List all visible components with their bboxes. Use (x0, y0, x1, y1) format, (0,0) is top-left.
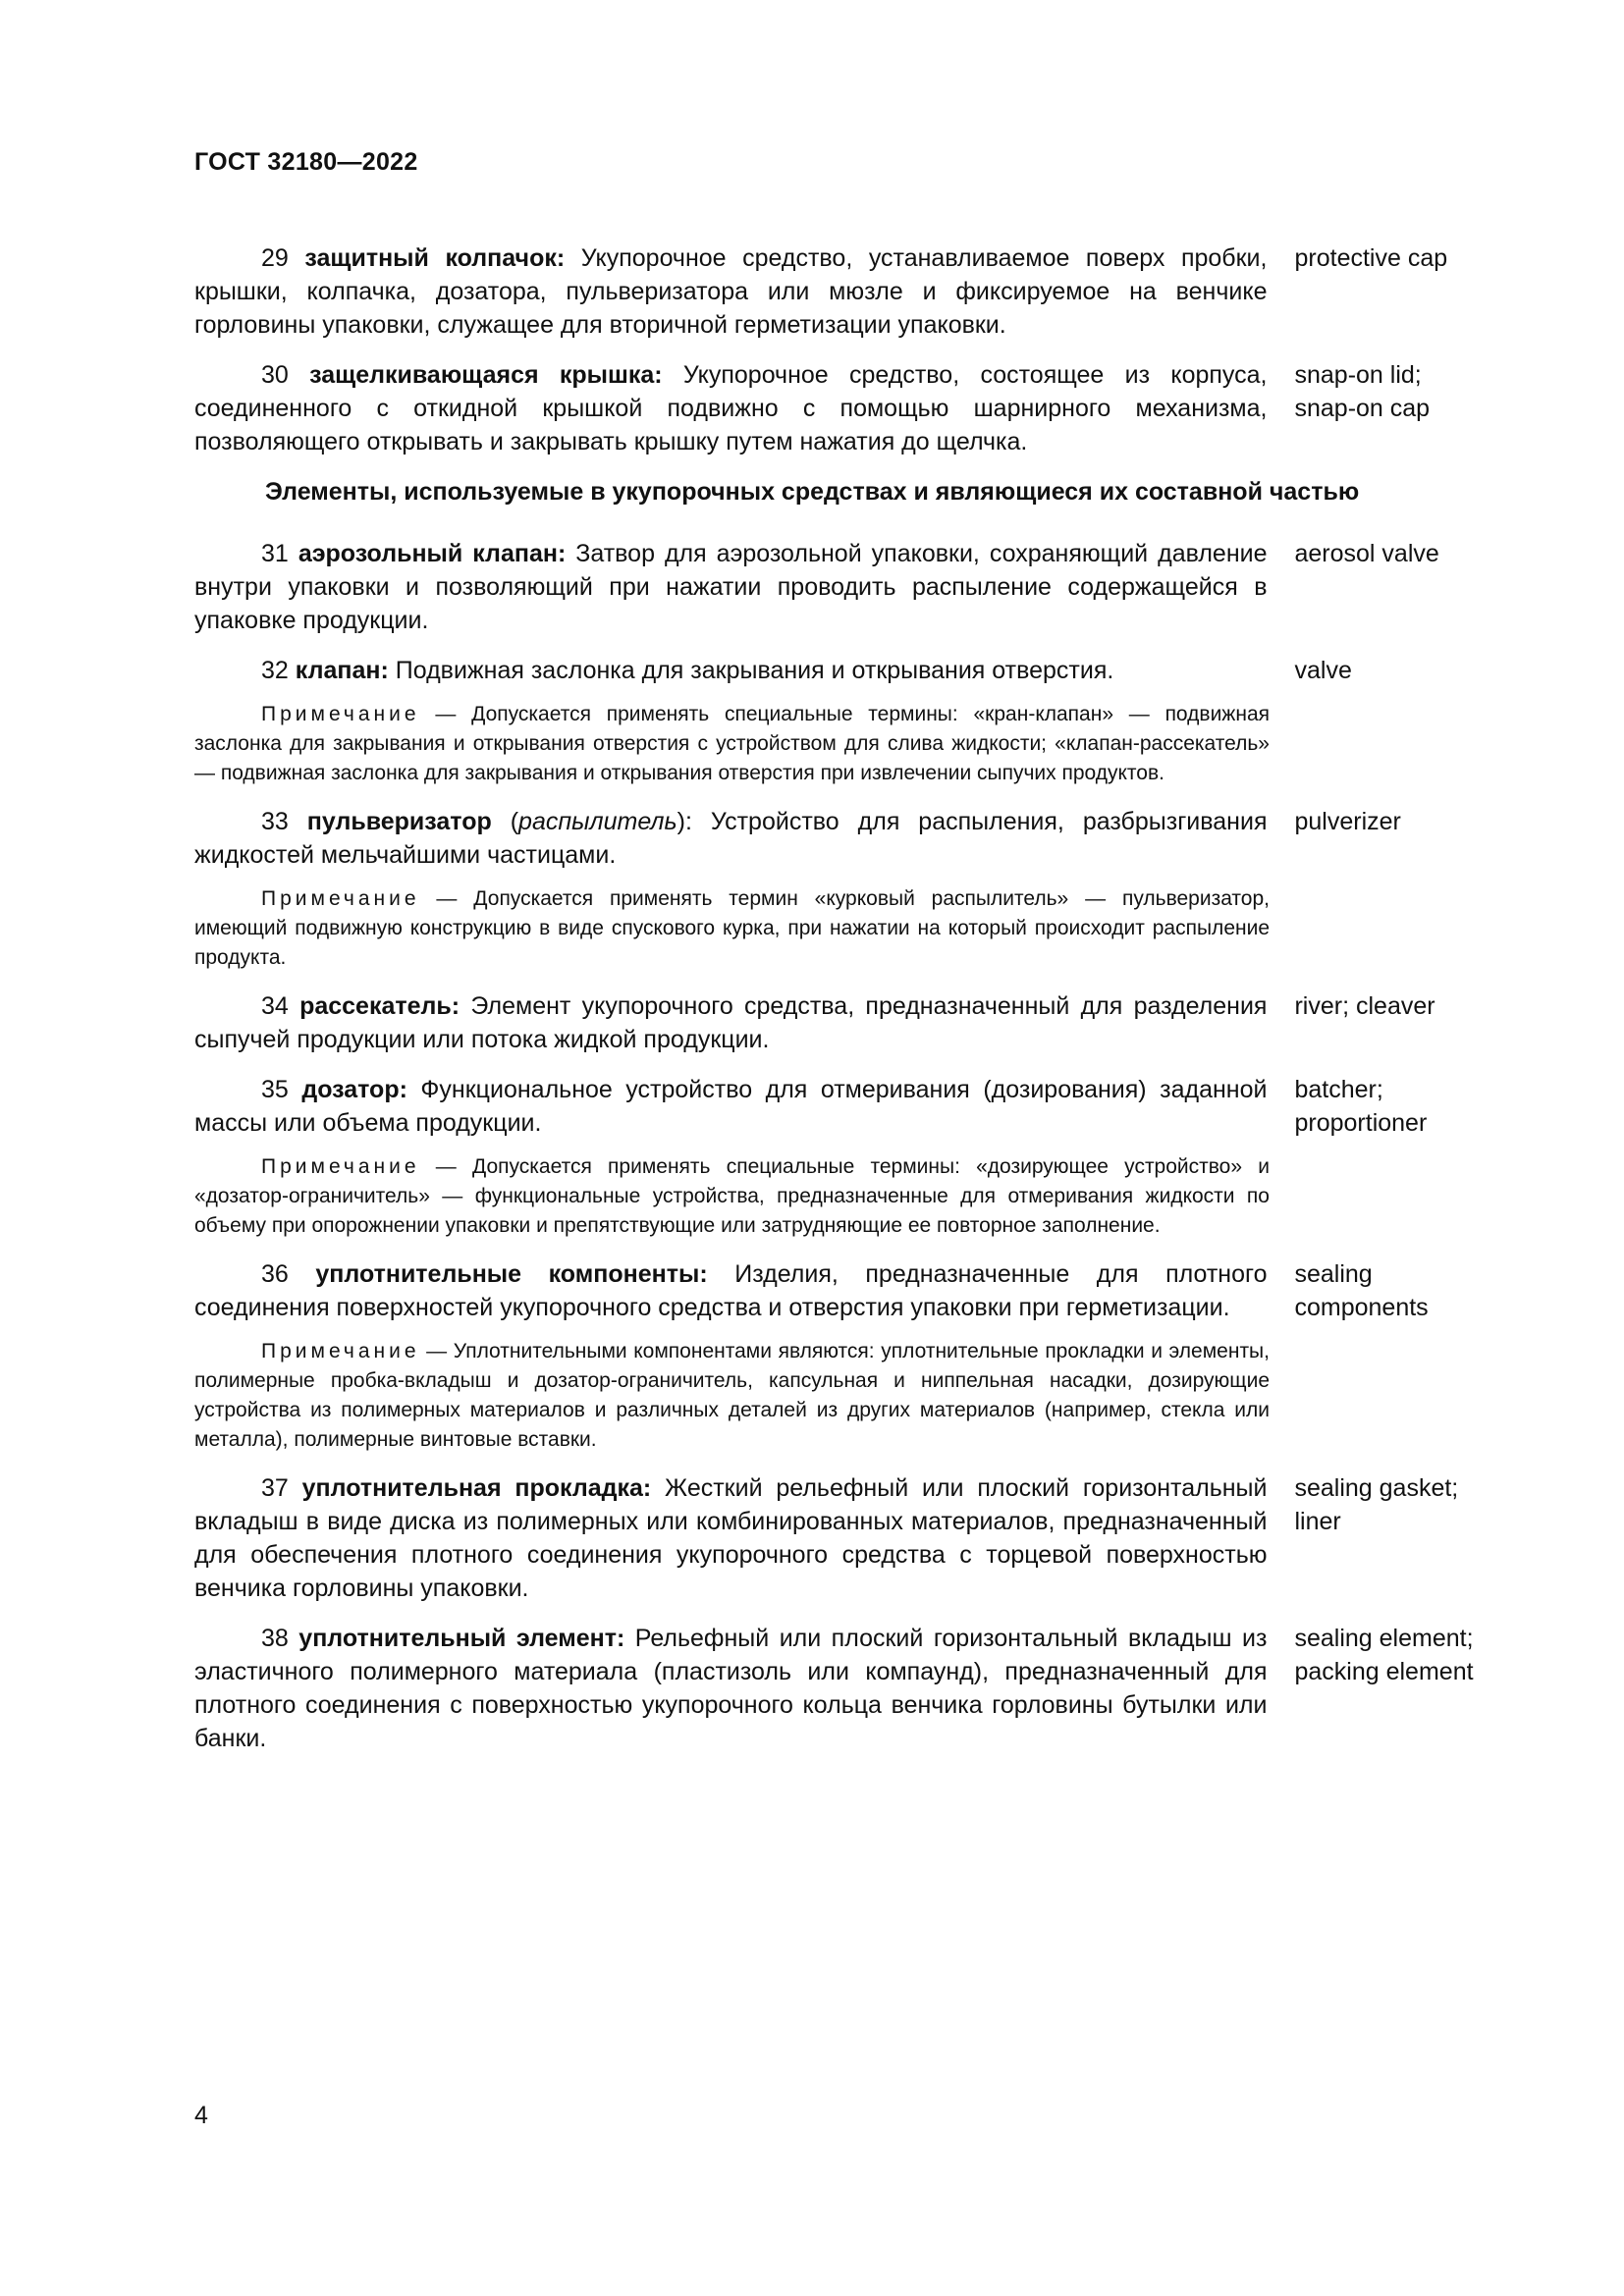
term-text (194, 358, 1267, 458)
term-number: 34 (261, 992, 289, 1020)
term-text (194, 1257, 1267, 1324)
term-name: клапан: (295, 657, 389, 684)
term-entry-32 (194, 654, 1500, 687)
document-header: ГОСТ 32180—2022 (194, 148, 418, 176)
term-name: рассекатель: (299, 992, 460, 1020)
term-entry-36 (194, 1257, 1500, 1324)
english-equivalent: sealing gasket; liner (1294, 1474, 1459, 1535)
term-number: 29 (261, 244, 289, 272)
paren-open: ( (491, 808, 519, 835)
term-entry-33 (194, 805, 1500, 872)
note-text: — Допускается применять специальные термины: «дозирующее устройство» и «дозатор-ограничитель» — функциональные устройства, предназначенные для отмеривания жидкости по объему при опорожнении упаковки и препятствующие или затрудняющие ее повторное заполнение. (194, 1155, 1270, 1237)
term-number: 31 (261, 540, 289, 567)
note-text: — Допускается применять специальные термины: «кран-клапан» — подвижная заслонка для закрывания и открывания отверстия с устройством для слива жидкости; «клапан-рассекатель» — подвижная заслонка для закрывания и открывания отверстия при извлечении сыпучих продуктов. (194, 703, 1270, 784)
term-definition: Подвижная заслонка для закрывания и открывания отверстия. (388, 657, 1114, 684)
english-equivalent: aerosol valve (1294, 540, 1439, 567)
term-synonym: распылитель (518, 808, 677, 835)
term-text (194, 805, 1267, 872)
note-label: Примечание (261, 1340, 420, 1362)
english-equivalent: batcher; proportioner (1294, 1076, 1428, 1137)
term-name: защелкивающаяся крышка: (309, 361, 663, 389)
term-number: 35 (261, 1076, 289, 1103)
section-heading: Элементы, используемые в укупорочных средствах и являющиеся их составной частью (265, 478, 1360, 506)
note-33 (194, 884, 1270, 973)
term-definition: Рельефный или плоский горизонтальный вкладыш из эластичного полимерного материала (пластизоль или компаунд), предназначенный для плотного соединения с поверхностью укупорочного кольца венчика горловины бутылки или банки. (194, 1625, 1268, 1752)
english-equivalent: protective cap (1294, 244, 1448, 272)
term-definition: Элемент укупорочного средства, предназначенный для разделения сыпучей продукции или потока жидкой продукции. (194, 992, 1268, 1053)
term-entry-35 (194, 1073, 1500, 1140)
english-equivalent: sealing components (1294, 1260, 1429, 1321)
term-definition: Функциональное устройство для отмеривания (дозирования) заданной массы или объема продукции. (194, 1076, 1268, 1137)
term-text (194, 241, 1267, 342)
note-32 (194, 700, 1270, 788)
term-definition: Изделия, предназначенные для плотного соединения поверхностей укупорочного средства и отверстия упаковки при герметизации. (194, 1260, 1268, 1321)
term-entry-37 (194, 1471, 1500, 1605)
term-text (194, 1471, 1267, 1605)
term-name: пульверизатор (306, 808, 492, 835)
term-entry-30 (194, 358, 1500, 458)
term-entry-29 (194, 241, 1500, 342)
term-definition: Затвор для аэрозольной упаковки, сохраняющий давление внутри упаковки и позволяющий при нажатии проводить распыление содержащейся в упаковке продукции. (194, 540, 1268, 634)
note-label: Примечание (261, 1155, 420, 1178)
term-name: защитный колпачок: (304, 244, 566, 272)
term-text (194, 1622, 1267, 1755)
term-number: 30 (261, 361, 289, 389)
page-number: 4 (194, 2102, 208, 2129)
term-number: 37 (261, 1474, 289, 1502)
term-text (194, 654, 1267, 687)
term-entry-38 (194, 1622, 1500, 1755)
term-text (194, 989, 1267, 1056)
term-text (194, 537, 1267, 637)
paren-close: ): (677, 808, 692, 835)
term-name: уплотнительный элемент: (298, 1625, 625, 1652)
term-number: 32 (261, 657, 289, 684)
term-number: 33 (261, 808, 289, 835)
term-entry-34 (194, 989, 1500, 1056)
english-equivalent: sealing element; packing element (1294, 1625, 1474, 1685)
english-equivalent: snap-on lid; snap-on cap (1294, 361, 1431, 422)
english-equivalent: river; cleaver (1294, 992, 1435, 1020)
english-equivalent: valve (1294, 657, 1352, 684)
note-36 (194, 1337, 1270, 1455)
term-name: уплотнительные компоненты: (315, 1260, 708, 1288)
term-definition: Устройство для распыления, разбрызгивания жидкостей мельчайшими частицами. (194, 808, 1268, 869)
english-equivalent: pulverizer (1294, 808, 1401, 835)
term-definition: Укупорочное средство, состоящее из корпуса, соединенного с откидной крышкой подвижно с помощью шарнирного механизма, позволяющего открывать и закрывать крышку путем нажатия до щелчка. (194, 361, 1268, 455)
page-content (194, 241, 1500, 1772)
note-35 (194, 1152, 1270, 1241)
note-label: Примечание (261, 887, 420, 910)
term-number: 36 (261, 1260, 289, 1288)
term-definition: Укупорочное средство, устанавливаемое поверх пробки, крышки, колпачка, дозатора, пульверизатора или мюзле и фиксируемое на венчике горловины упаковки, служащее для вторичной герметизации упаковки. (194, 244, 1268, 339)
term-name: дозатор: (301, 1076, 407, 1103)
term-entry-31 (194, 537, 1500, 637)
term-number: 38 (261, 1625, 289, 1652)
term-text (194, 1073, 1267, 1140)
term-name: уплотнительная прокладка: (301, 1474, 652, 1502)
note-label: Примечание (261, 703, 420, 725)
note-text: — Допускается применять термин «курковый распылитель» — пульверизатор, имеющий подвижную конструкцию в виде спускового курка, при нажатии на который происходит распыление продукта. (194, 887, 1270, 969)
term-name: аэрозольный клапан: (298, 540, 567, 567)
term-definition: Жесткий рельефный или плоский горизонтальный вкладыш в виде диска из полимерных или комбинированных материалов, предназначенный для обеспечения плотного соединения укупорочного средства с торцевой поверхностью венчика горловины упаковки. (194, 1474, 1268, 1602)
note-text: — Уплотнительными компонентами являются: уплотнительные прокладки и элементы, полимерные пробка-вкладыш и дозатор-ограничитель, капсульная и ниппельная насадки, дозирующие устройства из полимерных материалов и различных деталей из других материалов (например, стекла или металла), полимерные винтовые вставки. (194, 1340, 1270, 1451)
